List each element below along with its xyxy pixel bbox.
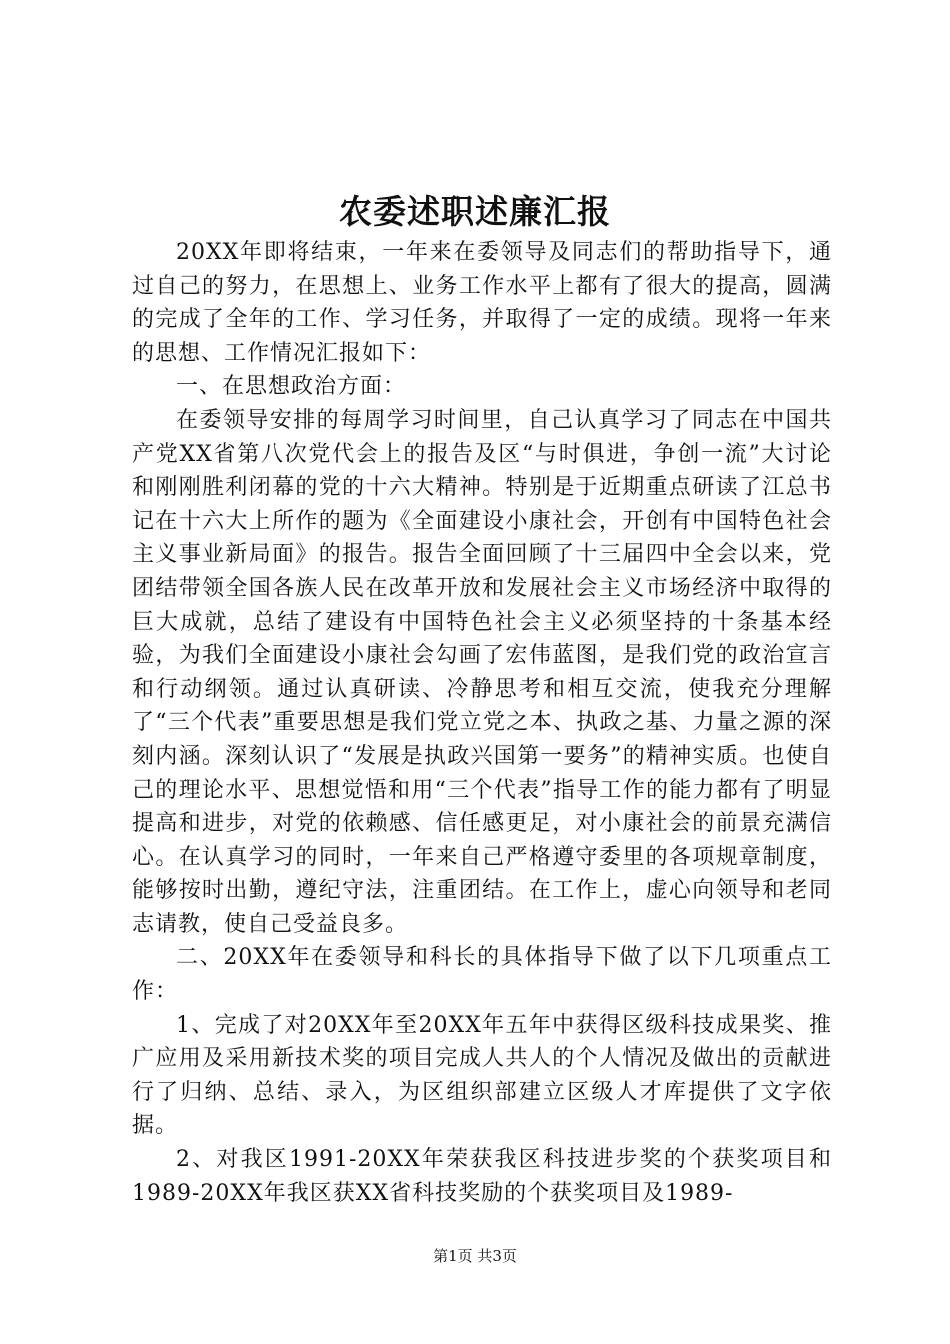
section-heading-2: 二、20XX年在委领导和科长的具体指导下做了以下几项重点工作： — [132, 945, 832, 1005]
paragraph-political-study: 在委领导安排的每周学习时间里，自己认真学习了同志在中国共产党XX省第八次党代会上的报告及区“与时俱进，争创一流”大讨论和刚刚胜利闭幕的党的十六大精神。特别是于近期重点研读了江总书记在十六大上所作的题为《全面建设小康社会，开创有中国特色社会主义事业新局面》的报告。报告全面回顾了十三届四中全会以来，党团结带领全国各族人民在改革开放和发展社会主义市场经济中取得的巨大成就，总结了建设有中国特色社会主义必须坚持的十条基本经验，为我们全面建设小康社会勾画了宏伟蓝图，是我们党的政治宣言和行动纲领。通过认真研读、冷静思考和相互交流，使我充分理解了“三个代表”重要思想是我们党立党之本、执政之基、力量之源的深刻内涵。深刻认识了“发展是执政兴国第一要务”的精神实质。也使自己的理论水平、思想觉悟和用“三个代表”指导工作的能力都有了明显提高和进步，对党的依赖感、信任感更足，对小康社会的前景充满信心。在认真学习的同时，一年来自己严格遵守委里的各项规章制度，能够按时出勤，遵纪守法，注重团结。在工作上，虚心向领导和老同志请教，使自己受益良多。 — [132, 407, 832, 937]
section-heading-1: 一、在思想政治方面： — [176, 374, 407, 400]
document-title: 农委述职述廉汇报 — [339, 192, 611, 231]
list-item-2: 2、对我区1991-20XX年荣获我区科技进步奖的个获奖项目和1989-20XX年我区获XX省科技奖励的个获奖项目及1989- — [132, 1147, 832, 1206]
page-number-footer: 第1页 共3页 — [433, 1247, 517, 1265]
list-item-1: 1、完成了对20XX年至20XX年五年中获得区级科技成果奖、推广应用及采用新技术奖的项目完成人共人的个人情况及做出的贡献进行了归纳、总结、录入，为区组织部建立区级人才库提供了文字依据。 — [132, 1012, 832, 1139]
document-body — [132, 236, 832, 1210]
paragraph-intro: 20XX年即将结束，一年来在委领导及同志们的帮助指导下，通过自己的努力，在思想上、业务工作水平上都有了很大的提高，圆满的完成了全年的工作、学习任务，并取得了一定的成绩。现将一年来的思想、工作情况汇报如下： — [132, 240, 832, 366]
